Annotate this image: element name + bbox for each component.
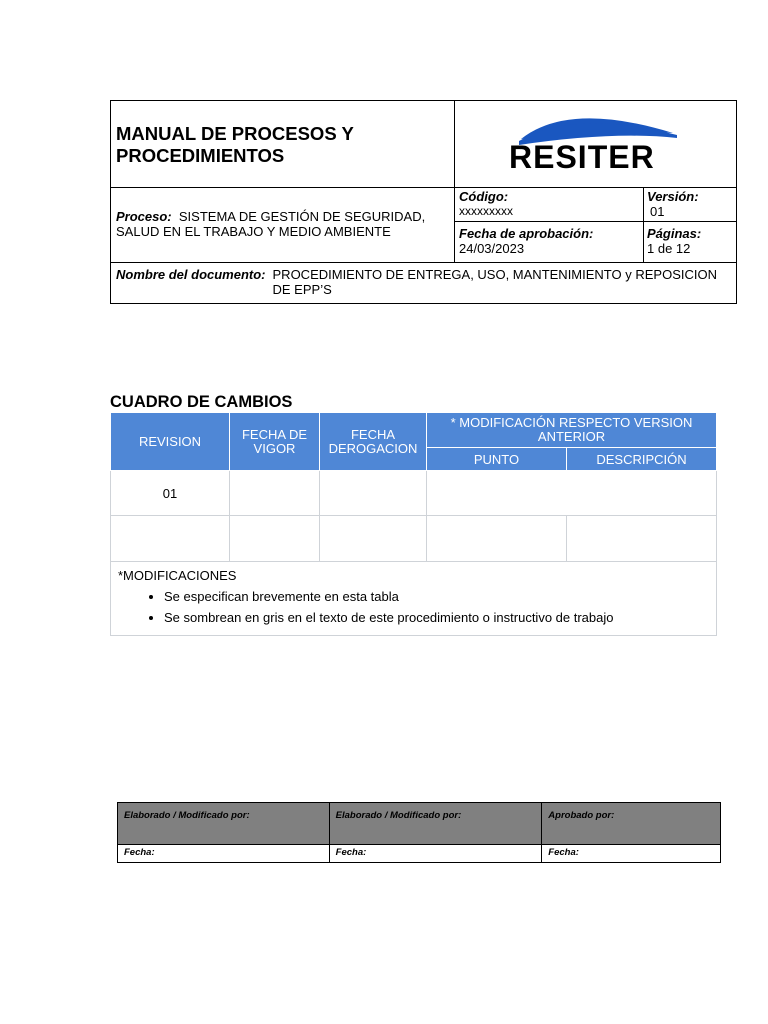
revision-cell [111, 516, 230, 562]
list-item: • Se especifican brevemente en esta tabla [164, 589, 710, 604]
list-item: • Se sombrean en gris en el texto de este procedimiento o instructivo de trabajo [164, 610, 710, 625]
elaborado-1-label: Elaborado / Modificado por: [118, 803, 330, 845]
document-header [110, 100, 737, 304]
fecha-derogacion-cell [320, 516, 427, 562]
elaborado-2-label: Elaborado / Modificado por: [329, 803, 542, 845]
revision-cell: 01 [111, 471, 230, 516]
changes-table [110, 412, 717, 636]
nombre-documento-field: Nombre del documento: PROCEDIMIENTO DE ENTREGA, USO, MANTENIMIENTO y REPOSICION DE EPP’S [116, 267, 717, 297]
fecha-vigor-cell [230, 516, 320, 562]
signature-table [117, 802, 721, 863]
punto-cell [427, 516, 567, 562]
modificacion-cell [427, 471, 717, 516]
notes-list [118, 589, 710, 625]
fecha-3-label: Fecha: [542, 845, 721, 863]
col-descripcion: DESCRIPCIÓN [567, 448, 717, 471]
paginas-field: Páginas: 1 de 12 [647, 226, 702, 256]
logo-wordmark: RESITER [509, 139, 655, 175]
col-fecha-derogacion: FECHA DEROGACION [320, 413, 427, 471]
table-row [111, 516, 717, 562]
proceso-field: Proceso: SISTEMA DE GESTIÓN DE SEGURIDAD, SALUD EN EL TRABAJO Y MEDIO AMBIENTE [116, 209, 426, 239]
descripcion-cell [567, 516, 717, 562]
fecha-aprobacion-field: Fecha de aprobación: 24/03/2023 [459, 226, 594, 256]
col-modificacion: * MODIFICACIÓN RESPECTO VERSION ANTERIOR [427, 413, 717, 448]
resiter-logo [463, 107, 733, 185]
aprobado-label: Aprobado por: [542, 803, 721, 845]
col-punto: PUNTO [427, 448, 567, 471]
codigo-field: Código: xxxxxxxxx [459, 189, 513, 218]
manual-title: MANUAL DE PROCESOS Y PROCEDIMIENTOS [116, 123, 354, 166]
fecha-1-label: Fecha: [118, 845, 330, 863]
notes-title: *MODIFICACIONES [118, 568, 237, 583]
fecha-vigor-cell [230, 471, 320, 516]
table-row [111, 471, 717, 516]
col-revision: REVISION [111, 413, 230, 471]
col-fecha-vigor: FECHA DE VIGOR [230, 413, 320, 471]
modificaciones-notes [111, 562, 717, 636]
fecha-derogacion-cell [320, 471, 427, 516]
version-field: Versión: 01 [647, 189, 699, 219]
changes-title: CUADRO DE CAMBIOS [110, 393, 293, 411]
fecha-2-label: Fecha: [329, 845, 542, 863]
